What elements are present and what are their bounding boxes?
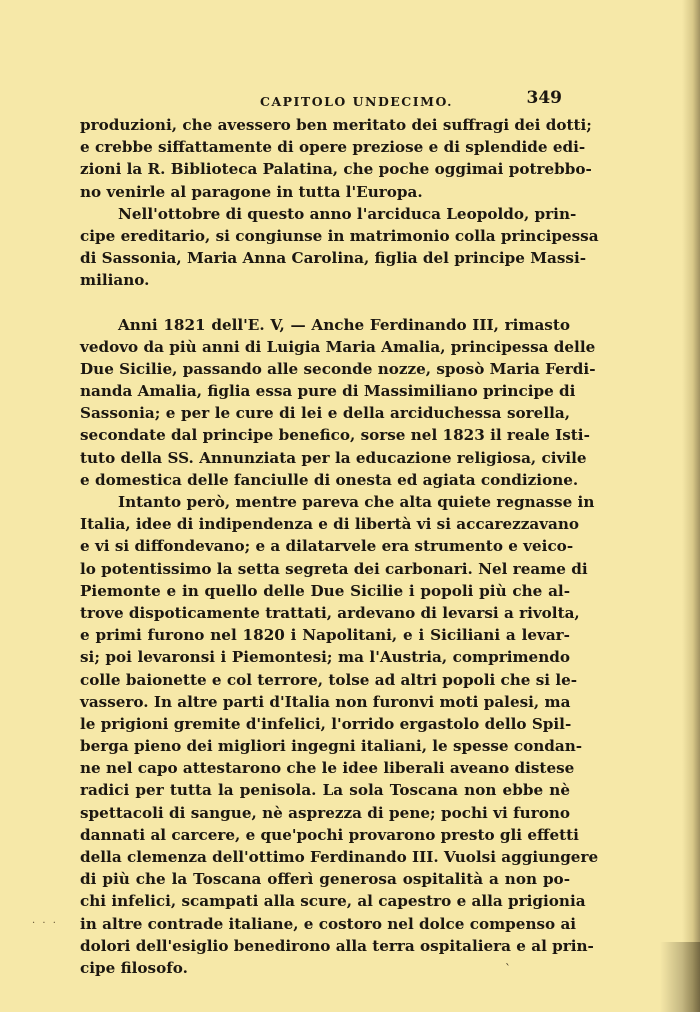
paragraph [80,314,596,492]
text-line: secondate dal principe benefico, sorse nel 1823 il reale Isti- [80,426,590,445]
paragraph [80,114,592,203]
text-line: cipe filosofo. [80,958,188,977]
text-line: dannati al carcere, e que'pochi provarono presto gli effetti [80,825,579,844]
text-line: berga pieno dei migliori ingegni italiani, le spesse condan- [80,737,583,756]
text-line: colle baionette e col terrore, tolse ad altri popoli che si le- [80,670,578,689]
text-line: della clemenza dell'ottimo Ferdinando III. Vuolsi aggiungere [80,848,599,866]
text-line: trove dispoticamente trattati, ardevano di levarsi a rivolta, [80,603,580,622]
text-line: dolori dell'esiglio benedirono alla terra ospitaliera e al prin- [80,936,594,955]
text-line: ne nel capo attestarono che le idee liberali aveano distese [80,759,575,778]
text-line: Sassonia; e per le cure di lei e della arciduchessa sorella, [80,404,570,423]
text-line: Italia, idee di indipendenza e di libertà vi si accarezzavano [80,515,580,534]
text-line: si; poi levaronsi i Piemontesi; ma l'Austria, comprimendo [80,648,570,667]
text-line: le prigioni gremite d'infelici, l'orrido ergastolo dello Spil- [80,714,572,733]
text-line: zioni la R. Biblioteca Palatina, che poche oggimai potrebbo- [80,160,592,179]
text-line: vedovo da più anni di Luigia Maria Amalia, principessa delle [80,337,596,356]
body-text [80,114,599,979]
page-corner-shadow [660,942,700,1012]
text-line: e primi furono nel 1820 i Napolitani, e i Siciliani a levar- [80,626,570,645]
text-line: vassero. In altre parti d'Italia non furonvi moti palesi, ma [80,692,571,711]
text-line: no venirle al paragone in tutta l'Europa. [80,182,423,201]
text-line: Nell'ottobre di questo anno l'arciduca Leopoldo, prin- [118,204,577,223]
text-line: e domestica delle fanciulle di onesta ed agiata condizione. [80,470,579,489]
text-line: radici per tutta la penisola. La sola Toscana non ebbe nè [80,781,570,800]
text-line: e crebbe siffattamente di opere preziose e di splendide edi- [80,138,586,157]
margin-speckle: · · · [32,918,58,929]
text-line: in altre contrade italiane, e costoro nel dolce compenso ai [80,914,577,933]
text-line: nanda Amalia, figlia essa pure di Massimiliano principe di [80,382,576,401]
text-line: tuto della SS. Annunziata per la educazione religiosa, civile [80,448,587,467]
text-line: di più che la Toscana offerì generosa ospitalità a non po- [80,870,570,889]
paragraph [80,203,599,292]
paragraph-gap [80,292,570,314]
text-line: spettacoli di sangue, nè asprezza di pene; pochi vi furono [80,803,570,822]
text-line: Intanto però, mentre pareva che alta quiete regnasse in [118,493,595,511]
text-line: Piemonte e in quello delle Due Sicilie i popoli più che al- [80,581,570,600]
page-header [80,88,570,112]
text-line: di Sassonia, Maria Anna Carolina, figlia del principe Massi- [80,249,587,268]
page-number: 349 [526,88,562,108]
text-line: cipe ereditario, si congiunse in matrimonio colla principessa [80,226,599,245]
text-line: Anni 1821 dell'E. V, — Anche Ferdinando III, rimasto [118,315,570,334]
paragraph [80,491,599,979]
ink-speck: ˋ [505,962,511,976]
text-line: miliano. [80,271,150,290]
text-line: Due Sicilie, passando alle seconde nozze, sposò Maria Ferdi- [80,359,596,378]
page-edge-shading [682,0,700,1012]
running-head: CAPITOLO UNDECIMO. [260,94,453,109]
text-line: chi infelici, scampati alla scure, al capestro e alla prigionia [80,892,586,911]
text-line: produzioni, che avessero ben meritato dei suffragi dei dotti; [80,116,592,134]
text-line: e vi si diffondevano; e a dilatarvele era strumento e veico- [80,537,574,556]
text-line: lo potentissimo la setta segreta dei carbonari. Nel reame di [80,559,588,578]
